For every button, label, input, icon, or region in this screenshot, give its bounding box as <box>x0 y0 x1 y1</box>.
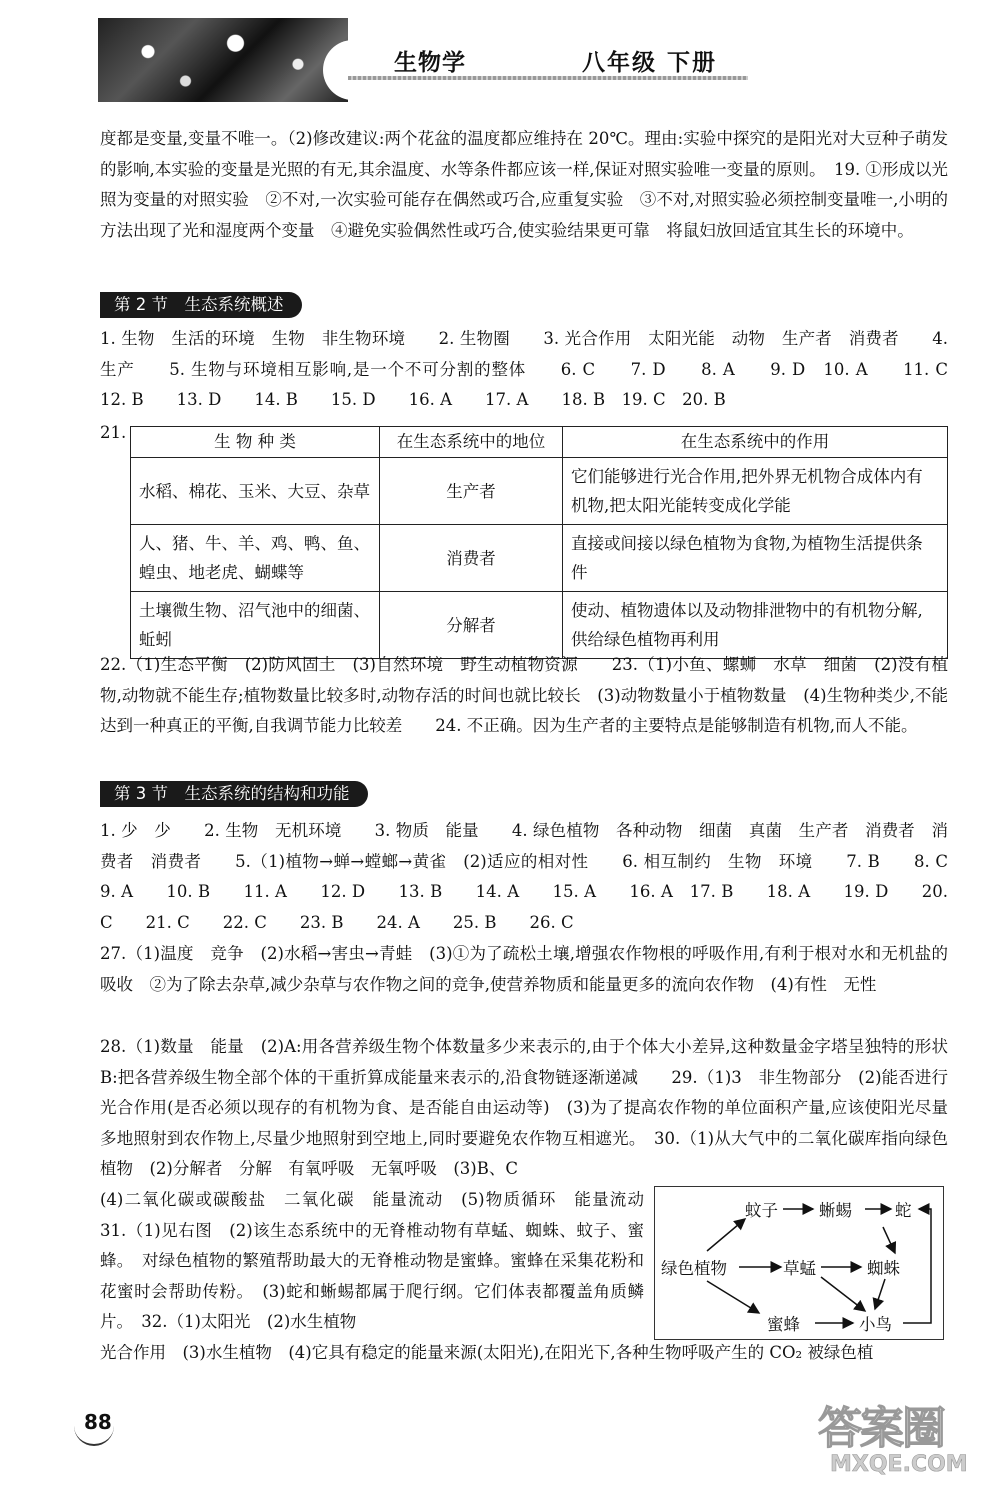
arrow-bird-snake <box>903 1209 931 1323</box>
table-cell: 消费者 <box>380 525 563 592</box>
table-header-row <box>131 427 948 458</box>
page-number: 88 <box>84 1410 112 1434</box>
table-row <box>131 592 948 659</box>
table-row <box>131 525 948 592</box>
answer-32-cont: 光合作用 (3)水生植物 (4)它具有稳定的能量来源(太阳光),在阳光下,各种生物呼吸产生的 CO₂ 被绿色植 <box>100 1343 874 1362</box>
section-2-answers: 1. 生物 生活的环境 生物 非生物环境 2. 生物圈 3. 光合作用 太阳光能 动物 生产者 消费者 4. 生产 5. 生物与环境相互影响,是一个不可分割的整体 6. C 7. D 8. A 9. D 10. A 11. C 12. B 13. D 14. B 15. D 16. A 17. A 18. B 19. C 20. B <box>100 329 981 409</box>
table-cell: 它们能够进行光合作用,把外界无机物合成体内有机物,把太阳光能转变成化学能 <box>563 458 948 525</box>
node-snake: 蛇 <box>895 1201 912 1220</box>
table-cell: 人、猪、牛、羊、鸡、鸭、鱼、蝗虫、地老虎、蝴蝶等 <box>131 525 380 592</box>
node-mosquito: 蚊子 <box>745 1201 778 1220</box>
watermark-site: MXQE.COM <box>830 1452 968 1477</box>
table-row <box>131 458 948 525</box>
grade-title: 八年级 下册 <box>582 49 718 76</box>
answer-28-30: 28.（1)数量 能量 (2)A:用各营养级生物个体数量多少来表示的,由于个体大小差异,这种数量金字塔呈独特的形状 B:把各营养级生物全部个体的干重折算成能量来表示的,沿食物链逐渐递减 29.（1)3 非生物部分 (2)能否进行光合作用(是否必须以现存的有机物为食、是否能自由运动等) (3)为了提高农作物的单位面积产量,应该使阳光尽量多地照射到农作物上,尽量少地照射到空地上,同时要避免农作物互相遮光。 30.（1)从大气中的二氧化碳库指向绿色植物 (2)分解者 分解 有氧呼吸 无氧呼吸 (3)B、C <box>100 1037 965 1178</box>
node-spider: 蜘蛛 <box>867 1259 900 1278</box>
question-21-label: 21. <box>100 423 127 442</box>
arrow-lizard-spider <box>883 1227 895 1253</box>
answer-27: 27.（1)温度 竞争 (2)水稻→害虫→青蛙 (3)①为了疏松土壤,增强农作物根的呼吸作用,有利于根对水和无机盐的吸收 ②为了除去杂草,减少杂草与农作物之间的竞争,使营养物质和能量更多的流向农作物 (4)有性 无性 <box>100 944 948 994</box>
answer-30-32: (4)二氧化碳或碳酸盐 二氧化碳 能量流动 (5)物质循环 能量流动 31.（1)见右图 (2)该生态系统中的无脊椎动物有草蜢、蜘蛛、蚊子、蜜蜂。 对绿色植物的繁殖帮助最大的无脊椎动物是蜜蜂。蜜蜂在采集花粉和花蜜时会帮助传粉。 (3)蛇和蜥蜴都属于爬行纲。它们体表都覆盖角质鳞片。 32.（1)太阳光 (2)水生植物 <box>100 1190 677 1331</box>
table-cell: 分解者 <box>380 592 563 659</box>
node-bee: 蜜蜂 <box>767 1315 800 1334</box>
node-grasshopper: 草蜢 <box>783 1259 816 1278</box>
table-cell: 土壤微生物、沼气池中的细菌、蚯蚓 <box>131 592 380 659</box>
node-bird: 小鸟 <box>859 1315 892 1334</box>
header-photo <box>98 18 348 102</box>
header-photo-cutout <box>323 40 383 100</box>
table-header: 在生态系统中的作用 <box>563 427 948 458</box>
section-2-answers-cont: 22.（1)生态平衡 (2)防风固土 (3)自然环境 野生动植物资源 23.（1)小鱼、螺蛳 水草 细菌 (2)没有植物,动物就不能生存;植物数量比较多时,动物存活的时间也就比较长 (3)动物数量小于植物数量 (4)生物种类少,不能达到一种真正的平衡,自我调节能力比较差 24. 不正确。因为生产者的主要特点是能够制造有机物,而人不能。 <box>100 655 948 735</box>
intro-paragraph: 度都是变量,变量不唯一。（2)修改建议:两个花盆的温度都应维持在 20℃。理由:实验中探究的是阳光对大豆种子萌发的影响,本实验的变量是光照的有无,其余温度、水等条件都应该一样,保证对照实验唯一变量的原则。 19. ①形成以光照为变量的对照实验 ②不对,一次实验可能存在偶然或巧合,应重复实验 ③不对,对照实验必须控制变量唯一,小明的方法出现了光和湿度两个变量 ④避免实验偶然性或巧合,使实验结果更可靠 将鼠妇放回适宜其生长的环境中。 <box>100 129 948 240</box>
arrow-plant-bee <box>707 1281 759 1313</box>
arrow-plant-mosquito <box>707 1219 745 1251</box>
subject-title: 生物学 <box>394 49 466 76</box>
section-2-title: 第 2 节 生态系统概述 <box>100 292 302 318</box>
table-header: 在生态系统中的地位 <box>380 427 563 458</box>
table-cell: 直接或间接以绿色植物为食物,为植物生活提供条件 <box>563 525 948 592</box>
watermark <box>818 1392 990 1480</box>
table-cell: 使动、植物遗体以及动物排泄物中的有机物分解,供给绿色植物再利用 <box>563 592 948 659</box>
node-lizard: 蜥蜴 <box>819 1201 852 1220</box>
food-web-diagram <box>654 1186 944 1340</box>
arrow-spider-bird <box>875 1279 885 1309</box>
table-cell: 水稻、棉花、玉米、大豆、杂草 <box>131 458 380 525</box>
ecosystem-role-table <box>130 426 948 659</box>
page-header <box>98 18 758 102</box>
section-3-answers: 1. 少 少 2. 生物 无机环境 3. 物质 能量 4. 绿色植物 各种动物 细菌 真菌 生产者 消费者 消费者 消费者 5.（1)植物→蝉→螳螂→黄雀 (2)适应的相对性 6. 相互制约 生物 环境 7. B 8. C 9. A 10. B 11. A 12. D 13. B 14. A 15. A 16. A 17. B 18. A 19. D 20. C 21. C 22. C 23. B 24. A 25. B 26. C <box>100 821 981 932</box>
table-header: 生 物 种 类 <box>131 427 380 458</box>
watermark-logo: 答案圈 <box>818 1403 944 1454</box>
arrow-grasshopper-bird <box>821 1277 865 1311</box>
section-3-title: 第 3 节 生态系统的结构和功能 <box>100 781 368 807</box>
table-cell: 生产者 <box>380 458 563 525</box>
node-green-plant: 绿色植物 <box>661 1259 727 1278</box>
